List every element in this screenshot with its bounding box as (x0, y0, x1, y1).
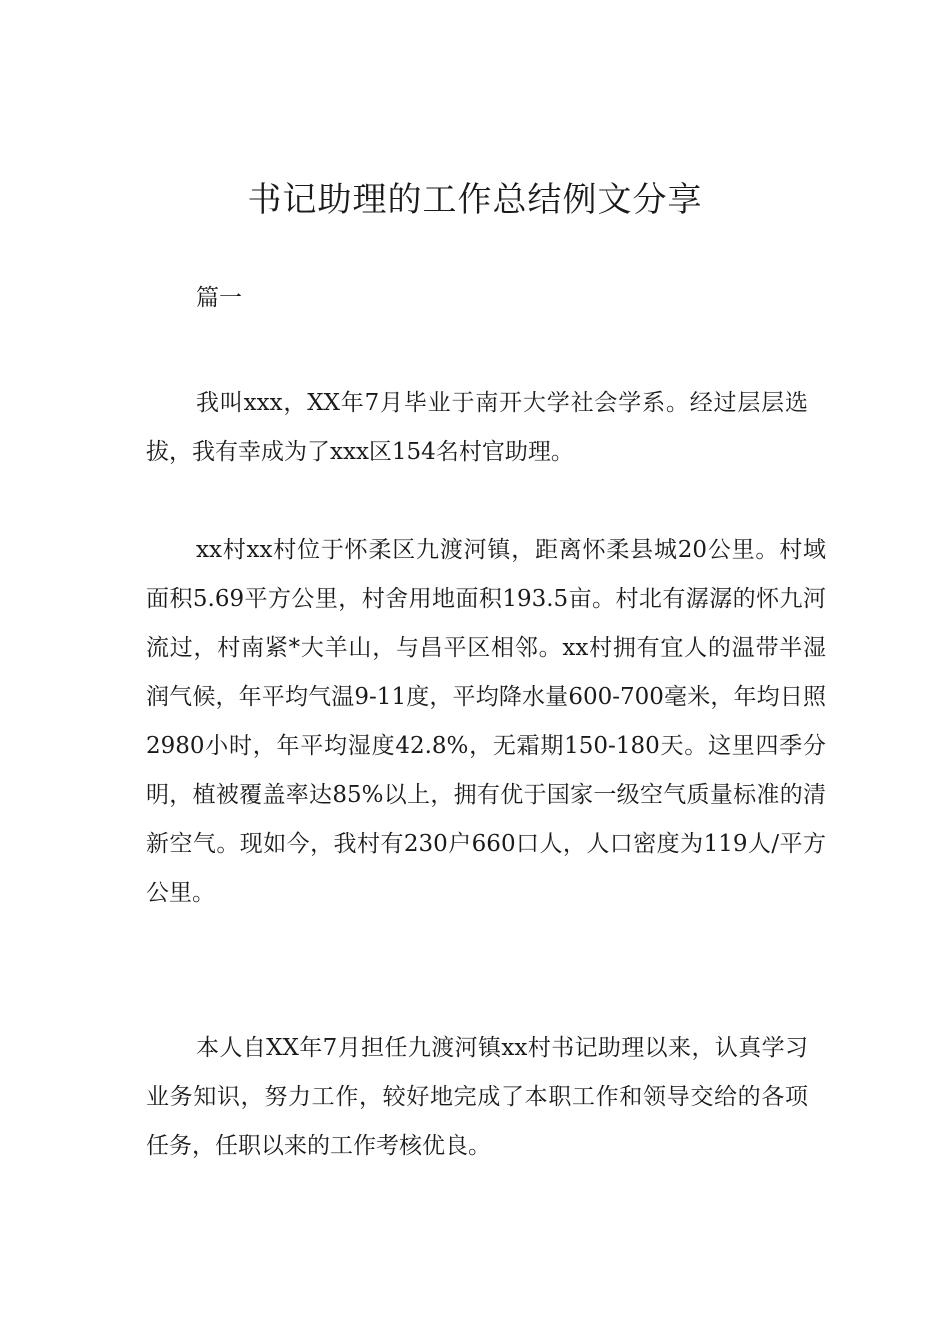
paragraph-village-profile: xx村xx村位于怀柔区九渡河镇，距离怀柔县城20公里。村域面积5.69平方公里，村舍用地面积193.5亩。村北有潺潺的怀九河流过，村南紧*大羊山，与昌平区相邻。xx村拥有宜人的温带半湿润气候，年平均气温9-11度，平均降水量600-700毫米，年均日照2980小时，年平均湿度42.8%，无霜期150-180天。这里四季分明，植被覆盖率达85%以上，拥有优于国家一级空气质量标准的清新空气。现如今，我村有230户660口人，人口密度为119人/平方公里。 (146, 537, 826, 906)
paragraph-work-summary: 本人自XX年7月担任九渡河镇xx村书记助理以来，认真学习业务知识，努力工作，较好地完成了本职工作和领导交给的各项任务，任职以来的工作考核优良。 (146, 1035, 808, 1159)
section-label: 篇一 (196, 285, 242, 311)
document-title: 书记助理的工作总结例文分享 (247, 180, 703, 220)
paragraph-intro: 我叫xxx，XX年7月毕业于南开大学社会学系。经过层层选拔，我有幸成为了xxx区154名村官助理。 (146, 390, 808, 465)
